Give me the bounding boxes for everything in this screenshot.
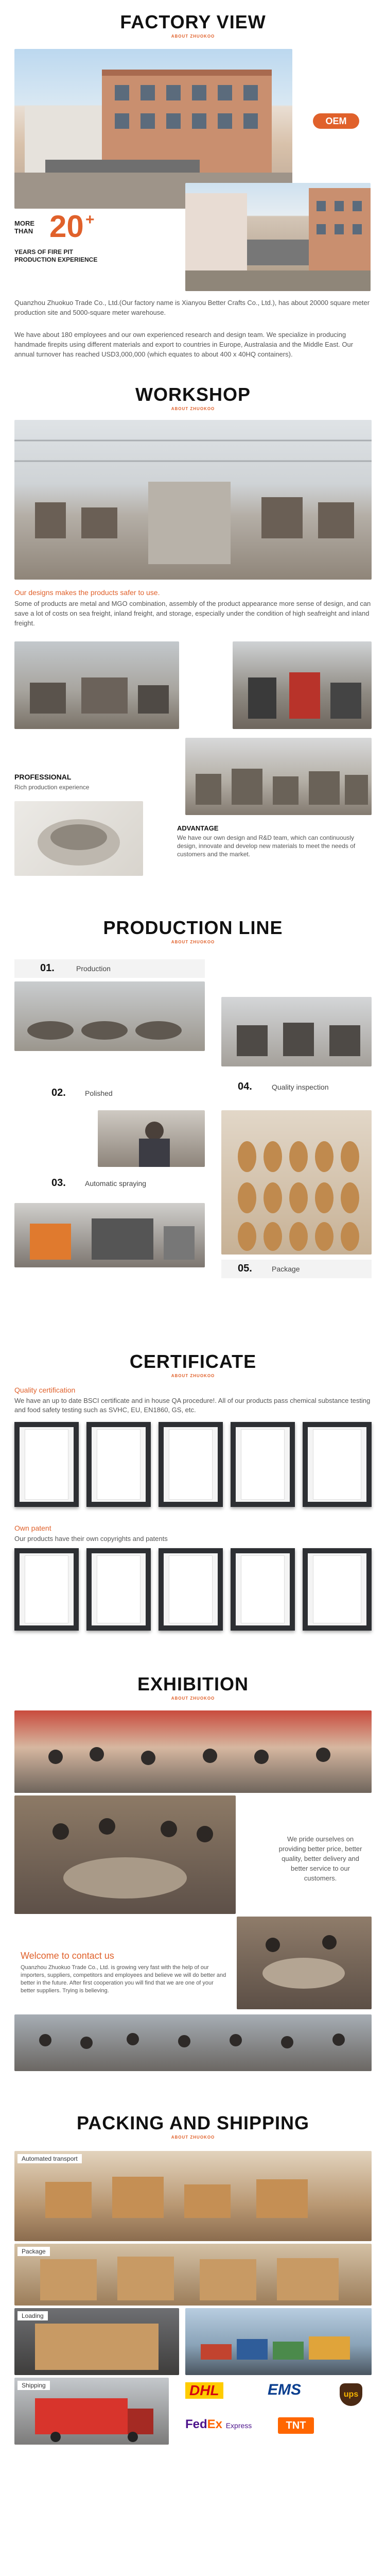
step-03-number: 03. xyxy=(51,1177,66,1189)
stat-number: 20 xyxy=(49,209,84,244)
step-01-row xyxy=(14,959,205,978)
factory-intro-text: Quanzhou Zhuokuo Trade Co., Ltd.(Our factory name is Xianyou Better Crafts Co., Ltd.), has about 20000 square meter production site and 5000-square meter warehouse. xyxy=(14,299,370,316)
step-05-row xyxy=(221,1260,372,1278)
advantage-text: We have our own design and R&D team, which can continuously design, innovate and develop new materials to meet the needs of customers and the market. xyxy=(177,834,356,858)
step-04-label: Quality inspection xyxy=(272,1083,329,1091)
patent-frame-1 xyxy=(14,1548,79,1631)
workshop-floor-photo-right xyxy=(233,641,372,729)
factory-gate-photo xyxy=(185,183,371,291)
exhibition-hall-photo xyxy=(14,2014,372,2071)
packing-subtitle: ABOUT ZHUOKOO xyxy=(171,2135,215,2140)
factory-title: FACTORY VIEW xyxy=(120,11,266,32)
welcome-text: Quanzhou Zhuokuo Trade Co., Ltd. is growing very fast with the help of our importers, suppliers, competitors and employees and believe we will do better and better in the future. After first cooperation you will find that we are one of your better suppliers. Trying is believing. xyxy=(21,1964,226,1994)
ups-logo: ups xyxy=(340,2383,362,2406)
welcome-heading: Welcome to contact us xyxy=(21,1951,114,1961)
patent-frame-2 xyxy=(86,1548,151,1631)
step-03-label: Automatic spraying xyxy=(85,1179,147,1188)
workshop-floor-photo-left xyxy=(14,641,179,729)
production-photo-3 xyxy=(14,1203,205,1267)
cert-frame-1 xyxy=(14,1422,79,1507)
step-01-label: Production xyxy=(76,964,111,973)
production-title: PRODUCTION LINE xyxy=(103,917,283,938)
production-photo-1 xyxy=(14,981,205,1051)
ems-logo: EMS xyxy=(268,2381,302,2398)
professional-text: Rich production experience xyxy=(14,784,90,791)
firepit-product-photo xyxy=(14,801,143,876)
loading-label: Loading xyxy=(17,2311,48,2320)
cert-frame-3 xyxy=(159,1422,223,1507)
shipping-port-photo xyxy=(185,2308,372,2375)
step-02-label: Polished xyxy=(85,1089,113,1097)
patent-heading: Own patent xyxy=(14,1524,51,1532)
fedex-express: Express xyxy=(225,2421,252,2430)
patent-frame-5 xyxy=(303,1548,372,1631)
shipping-label: Shipping xyxy=(17,2381,50,2390)
quality-text: We have an up to date BSCI certificate and in house QA procedure!. All of our products pass chemical substance testing and food safety testing such as SVHC, EU, EN1860, GS, etc. xyxy=(14,1397,371,1414)
step-05-number: 05. xyxy=(238,1263,252,1274)
exhibition-crowd-photo xyxy=(14,1710,372,1793)
production-photo-5 xyxy=(221,1110,372,1255)
package-photo xyxy=(14,2244,372,2306)
cert-frame-4 xyxy=(231,1422,295,1507)
package-label: Package xyxy=(17,2247,50,2256)
patent-frame-4 xyxy=(231,1548,295,1631)
professional-heading: PROFESSIONAL xyxy=(14,773,72,781)
quality-heading: Quality certification xyxy=(14,1386,76,1394)
exhibition-firepit-photo xyxy=(237,1917,372,2009)
step-05-label: Package xyxy=(272,1265,300,1273)
production-photo-4 xyxy=(221,997,372,1066)
tnt-logo: TNT xyxy=(278,2417,314,2434)
exhibition-booth-photo xyxy=(14,1795,236,1914)
dhl-logo: DHL xyxy=(185,2382,223,2399)
exhibition-subtitle: ABOUT ZHUOKOO xyxy=(171,1696,215,1701)
production-photo-2 xyxy=(98,1110,205,1167)
stat-plus: + xyxy=(85,211,95,228)
packing-title: PACKING AND SHIPPING xyxy=(76,2112,310,2133)
fedex-fed: Fed xyxy=(185,2417,207,2431)
fedex-logo xyxy=(185,2417,252,2432)
automated-transport-label: Automated transport xyxy=(17,2154,82,2163)
production-subtitle: ABOUT ZHUOKOO xyxy=(171,940,215,944)
carrier-logos xyxy=(175,2380,372,2445)
cert-frame-2 xyxy=(86,1422,151,1507)
workshop-subtitle: ABOUT ZHUOKOO xyxy=(171,406,215,411)
stat-caption: YEARS OF FIRE PIT PRODUCTION EXPERIENCE xyxy=(14,248,98,263)
step-02-number: 02. xyxy=(51,1087,66,1098)
cert-frame-5 xyxy=(303,1422,372,1507)
workshop-hall-photo xyxy=(14,420,372,580)
step-04-number: 04. xyxy=(238,1081,252,1092)
workshop-title: WORKSHOP xyxy=(135,384,251,405)
exhibition-title: EXHIBITION xyxy=(137,1673,249,1694)
automated-transport-photo xyxy=(14,2151,372,2241)
step-01-number: 01. xyxy=(40,962,55,974)
design-heading: Our designs makes the products safer to use. xyxy=(14,588,160,597)
factory-subtitle: ABOUT ZHUOKOO xyxy=(171,34,215,39)
advantage-heading: ADVANTAGE xyxy=(177,824,219,832)
factory-team-text: We have about 180 employees and our own experienced research and design team. We specialize in producing handmade firepits using different materials and export to countries in Europe, Australasia and the Middle East. Our annual turnover has reached USD3,000,000 (which equates to about 400 x 40HQ containers). xyxy=(14,331,354,358)
workshop-wide-photo xyxy=(185,738,372,815)
experience-stat xyxy=(14,211,169,278)
pride-text: We pride ourselves on providing better price, better quality, better delivery and better service to our customers. xyxy=(278,1835,362,1882)
design-text: Some of products are metal and MGO combination, assembly of the product appearance more sense of design, and can save a lot of costs on sea freight, inland freight, and storage, especially under the condition of high seafreight and inland freight. xyxy=(14,600,371,627)
patent-text: Our products have their own copyrights and patents xyxy=(14,1535,168,1543)
certificate-subtitle: ABOUT ZHUOKOO xyxy=(171,1374,215,1378)
patent-frame-3 xyxy=(159,1548,223,1631)
stat-prefix: MORE THAN xyxy=(14,219,34,235)
certificate-title: CERTIFICATE xyxy=(129,1351,257,1372)
fedex-ex: Ex xyxy=(207,2417,223,2431)
oem-badge: OEM xyxy=(313,113,359,129)
